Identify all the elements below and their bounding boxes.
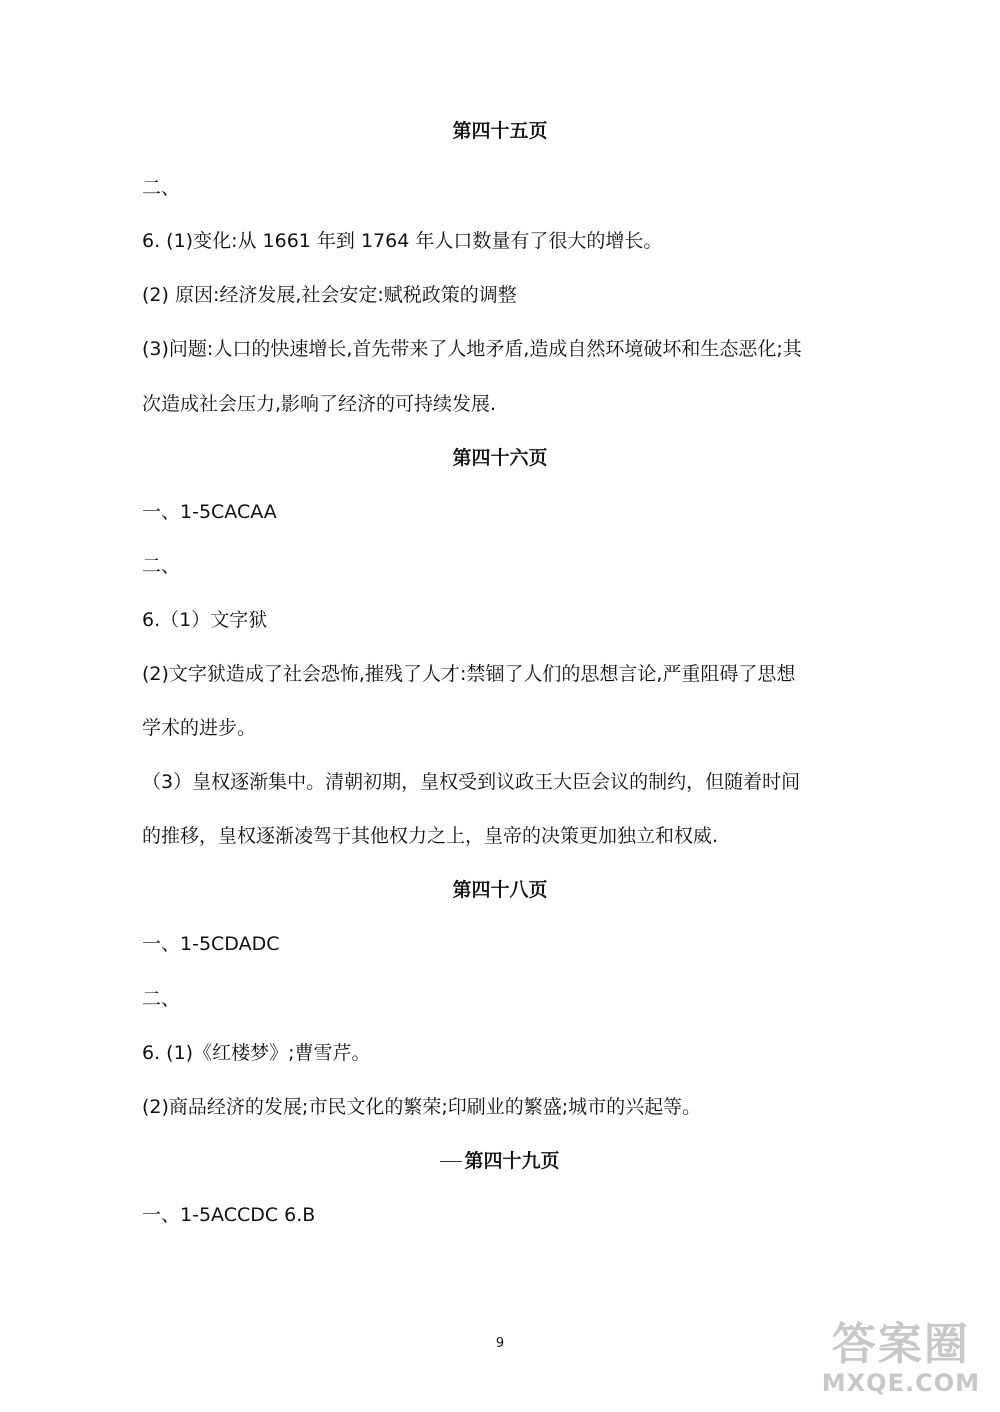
text-line: (2)商品经济的发展;市民文化的繁荣;印刷业的繁盛;城市的兴起等。 (142, 1096, 702, 1118)
page-number: 9 (495, 1336, 505, 1351)
text-line: (3)问题:人口的快速增长,首先带来了人地矛盾,造成自然环境破坏和生态恶化;其 (142, 338, 802, 360)
watermark-logo (822, 1320, 980, 1396)
watermark-logo-text: 答案圈 (831, 1319, 970, 1370)
text-line: 的推移，皇权逐渐凌驾于其他权力之上，皇帝的决策更加独立和权威. (142, 825, 719, 847)
text-line: 一、1-5CDADC (142, 933, 280, 955)
text-line: 6. (1)变化:从 1661 年到 1764 年人口数量有了很大的增长。 (142, 230, 663, 252)
text-line: 6. (1)《红楼梦》;曹雪芹。 (142, 1042, 371, 1064)
text-line: （3）皇权逐渐集中。清朝初期，皇权受到议政王大臣会议的制约，但随着时间 (142, 771, 801, 793)
text-line: 次造成社会压力,影响了经济的可持续发展. (142, 393, 497, 415)
section-heading: 第四十九页 (464, 1150, 560, 1172)
text-line: 6.（1）文字狱 (142, 609, 268, 631)
section-heading: 第四十五页 (452, 120, 548, 142)
text-line: 二、 (142, 177, 181, 199)
text-line: 二、 (142, 988, 181, 1010)
text-line: 一、1-5ACCDC 6.B (142, 1204, 316, 1226)
text-line: 一、1-5CACAA (142, 501, 277, 523)
dash-mark (440, 1161, 462, 1162)
section-heading: 第四十六页 (452, 447, 548, 469)
text-line: 学术的进步。 (142, 717, 257, 739)
section-heading-wrapper (0, 1148, 1000, 1174)
section-heading: 第四十八页 (452, 879, 548, 901)
text-line: (2) 原因:经济发展,社会安定:赋税政策的调整 (142, 284, 517, 306)
text-line: 二、 (142, 555, 181, 577)
watermark-site: MXQE.COM (821, 1369, 980, 1397)
text-line: (2)文字狱造成了社会恐怖,摧残了人才:禁锢了人们的思想言论,严重阻碍了思想 (142, 663, 796, 685)
